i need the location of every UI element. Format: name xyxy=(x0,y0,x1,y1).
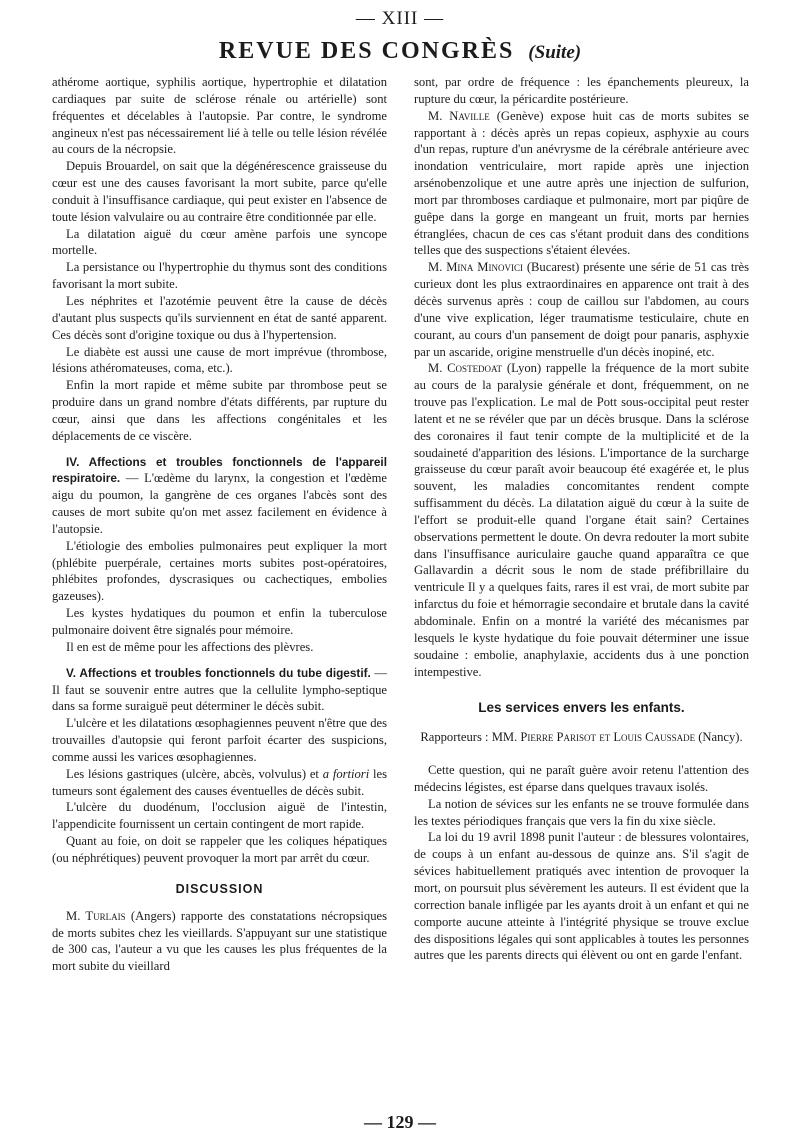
paragraph: Les néphrites et l'azotémie peuvent être la cause de décès d'autant plus suspects qu'ils surviennent en état de santé apparent. Ces décès sont d'origine toxique ou dus à l'hypertension. xyxy=(52,293,387,342)
rapporteurs-city: (Nancy). xyxy=(695,730,743,745)
paragraph: La dilatation aiguë du cœur amène parfois une syncope mortelle. xyxy=(52,226,387,258)
paragraph: L'étiologie des embolies pulmonaires peut expliquer la mort (phlébite puerpérale, certaines morts subites post-opératoires, phlébites profondes, dyscrasiques ou cachectiques, embolies gazeuses). xyxy=(52,538,387,604)
paragraph xyxy=(414,360,749,680)
paragraph-text: (Lyon) rappelle la fréquence de la mort subite au cours de la paralysie générale et dont, fréquemment, on ne trouve pas l'explication. Le mal de Pott sous-occipital peut rester latent et ne se révéler que par un décès brusque. Dans la sclérose des coronaires il faut tenir compte de la multiplicité et de la soudaineté d'apparition des lésions. L'importance de la surcharge graisseuse du cœur paraît avoir beaucoup été exagérée et, le plus souvent, les maladies concomitantes rendent compte suffisamment du décès. La dilatation aiguë du cœur à la suite de l'effort se produit-elle quand l'organe était sain? Certaines observations permettent le doute. On devra redouter la mort subite dans l'insuffisance auriculaire gauche quand apparaîtra ce que Gallavardin a décrit sous le nom de stade préfibrillaire du ventricule Il y a quelques faits, rares il est vrai, de mort subite par infarctus du foie et hémorragie secondaire et brutale dans la cavité abdominale. Enfin on a montré la variété des mécanismes par lesquels le kyste hydatique du foie pouvait déterminer une issue soudaine : embolie, anaphylaxie, accidents dus à une ponction intempestive. xyxy=(414,361,749,679)
paragraph xyxy=(414,108,749,260)
section-heading: IV. Affections et troubles fonctionnels de l'appareil respiratoire. xyxy=(52,454,387,486)
paragraph: La loi du 19 avril 1898 punit l'auteur : de blessures volontaires, de coups à un enfant au-dessous de quinze ans. S'il s'agit de sévices habituellement pratiqués avec intention de provoquer la mort, on poursuit plus sévèrement les auteurs. Il est évident que la correction banale infligée par les ayants droit à un enfant et qui ne comporte aucune atteinte à l'intégrité physique se trouve exclue des dispositions légales qui sont applicables à toutes les personnes autres que les parents directs qui élèvent ou ont en garde l'enfant. xyxy=(414,830,749,963)
rapporteurs-label: Rapporteurs : MM. xyxy=(420,730,521,745)
page-number: — 129 — xyxy=(364,1112,436,1132)
speaker-name: M. Mina Minovici xyxy=(428,260,523,275)
right-column xyxy=(414,74,749,964)
paragraph-text: (Genève) expose huit cas de morts subites se rapportant à : décès après un repas copieux, asphyxie au cours d'un repas, rupture d'un anévrysme de la cérébrale antérieure avec inondation ventriculaire, mort rapide après une injection arsénobenzolique et une autre après une injection de sulfurion, mort par thromboses cardiaque et pulmonaire, mort par piqûre de guêpe dans la gorge en mangeant un fruit, morts par hernies étranglées, chacun de ces cas s'étant produit dans des conditions telles que des suspections s'étaient élevées. xyxy=(414,108,749,258)
paragraph: athérome aortique, syphilis aortique, hypertrophie et dilatation cardiaques par suite de sclérose rénale ou artérielle) sont fréquentes et décelables à l'autopsie. Par contre, le syndrome angineux n'est pas nécessairement lié à telle ou telle lésion révélée au cours de la nécropsie. xyxy=(52,75,387,157)
paragraph-text: — Il faut se souvenir entre autres que la cellulite lympho-septique dans sa forme suraiguë peut déterminer le décès subit. xyxy=(52,665,387,714)
section-paragraph-respiratoire xyxy=(52,454,387,538)
paragraph xyxy=(52,908,387,975)
paragraph: Les kystes hydatiques du poumon et enfin la tuberculose pulmonaire doivent être signalés pour mémoire. xyxy=(52,606,387,637)
paragraph: L'ulcère du duodénum, l'occlusion aiguë de l'intestin, l'appendicite fournissent un certain contingent de mort rapide. xyxy=(52,800,387,832)
paragraph-text: (Bucarest) présente une série de 51 cas très curieux dont les plus extraordinaires en apparence ont trait à des décès survenus après : coup de caillou sur l'abdomen, au cours d'une vive explication, léger traumatisme testiculaire, chute en courant, au cours d'un pansement de doigt pour panaris, asphyxie par un ascaride, origine menstruelle d'un décès inopiné, etc. xyxy=(414,260,749,359)
section-heading-enfants: Les services envers les enfants. xyxy=(478,700,685,716)
paragraph-text: Les lésions gastriques (ulcère, abcès, volvulus) et xyxy=(66,766,323,781)
section-paragraph-digestif xyxy=(52,665,387,716)
paragraph: Quant au foie, on doit se rappeler que les coliques hépatiques (ou néphrétiques) peuvent provoquer la mort par arrêt du cœur. xyxy=(52,834,387,865)
page-title: REVUE DES CONGRÈS xyxy=(218,38,515,64)
paragraph: Enfin la mort rapide et même subite par thrombose peut se produire dans un grand nombre d'états différents, par rupture du cœur, ainsi que dans les affections congénitales et les déplacements de ce viscère. xyxy=(52,378,387,443)
paragraph: sont, par ordre de fréquence : les épanchements pleureux, la rupture du cœur, la péricardite postérieure. xyxy=(414,75,749,106)
paragraph: La persistance ou l'hypertrophie du thymus sont des conditions favorisant la mort subite. xyxy=(52,260,387,292)
page-header xyxy=(0,38,800,65)
speaker-name: M. Naville xyxy=(428,108,490,123)
paragraph: Depuis Brouardel, on sait que la dégénérescence graisseuse du cœur est une des causes favorisant la mort subite, parce qu'elle conduit à l'insuffisance cardiaque, qui peut exister en l'absence de toute lésion valvulaire ou au contraire être conditionnée par elle. xyxy=(52,159,387,224)
left-column xyxy=(52,74,387,975)
speaker-name: M. Costedoat xyxy=(428,361,503,376)
paragraph xyxy=(52,766,387,800)
paragraph: Il en est de même pour les affections des plèvres. xyxy=(66,639,314,654)
page-roman-numeral: — XIII — xyxy=(355,8,445,29)
paragraph xyxy=(414,259,749,360)
discussion-heading: DISCUSSION xyxy=(175,881,264,896)
paragraph-text: — L'œdème du larynx, la congestion et l'œdème aigu du poumon, la gangrène de ces organes l'abcès sont des causes de mort subite qu'on met assez facilement en évidence à l'autopsie. xyxy=(52,471,387,536)
paragraph: Cette question, qui ne paraît guère avoir retenu l'attention des médecins légistes, est éparse dans quelques travaux isolés. xyxy=(414,763,749,794)
rapporteurs-line xyxy=(414,729,749,746)
speaker-name: M. Turlais xyxy=(66,908,126,923)
page-title-suite: (Suite) xyxy=(528,42,582,63)
paragraph-text: (Angers) rapporte des constatations nécropsiques de morts subites chez les vieillards. S'appuyant sur une statistique de 300 cas, l'auteur a vu que les causes les plus fréquentes de la mort subite du vieillard xyxy=(52,908,387,974)
paragraph-text: les tumeurs sont également des causes éventuelles de décès subit. xyxy=(52,766,388,798)
rapporteurs-names: Pierre Parisot et Louis Caussade xyxy=(520,730,696,745)
italic-text: a fortiori xyxy=(322,766,370,781)
section-heading: V. Affections et troubles fonctionnels du tube digestif. xyxy=(66,665,371,680)
paragraph: L'ulcère et les dilatations œsophagiennes peuvent n'être que des trouvailles d'autopsie qui feront parfoit écarter des suspicions, comme aussi les varices œsophagiennes. xyxy=(52,716,387,764)
paragraph: La notion de sévices sur les enfants ne se trouve formulée dans les textes périodiques français que vers la fin du xixe siècle. xyxy=(414,796,749,828)
paragraph: Le diabète est aussi une cause de mort imprévue (thrombose, lésions athéromateuses, coma, etc.). xyxy=(52,344,387,376)
